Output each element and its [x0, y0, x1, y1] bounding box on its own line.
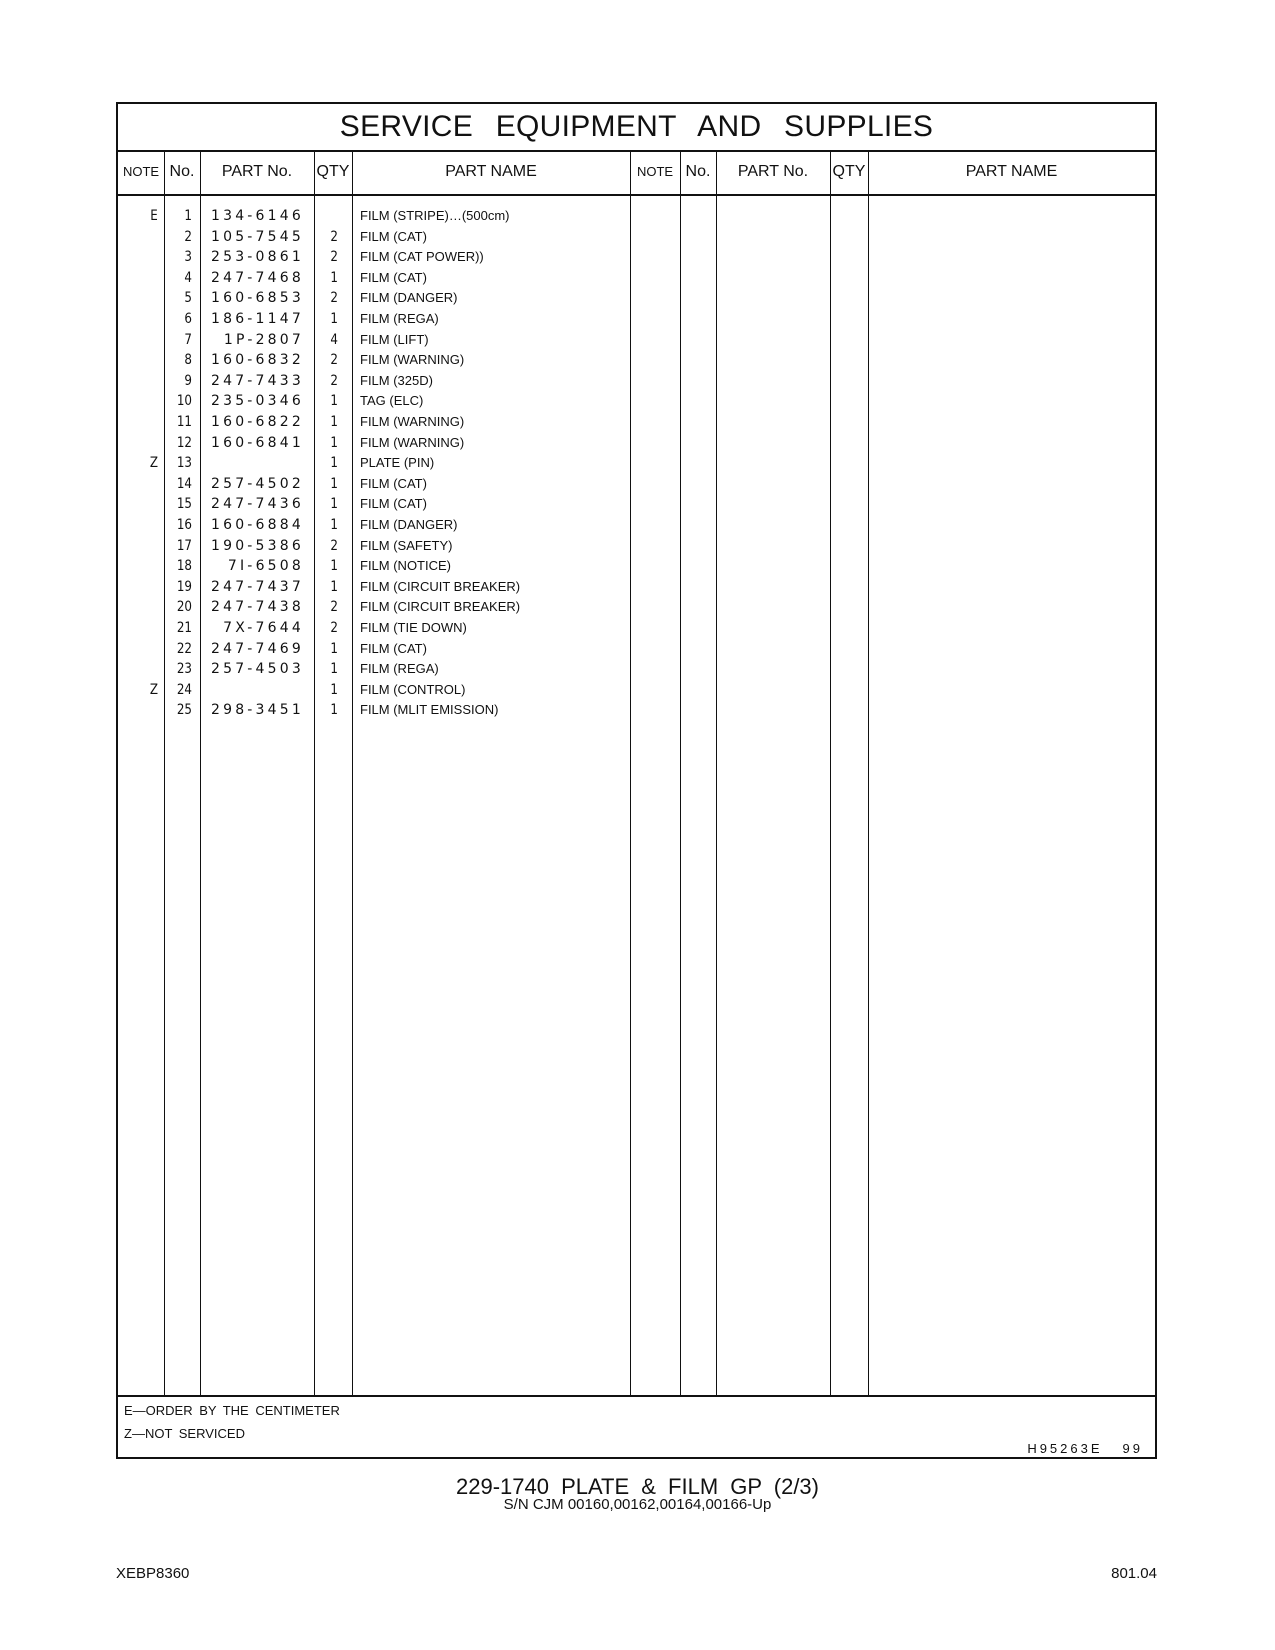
quantity-cell: 2: [330, 228, 338, 245]
note-cell: Z: [149, 681, 159, 698]
part-name-cell: FILM (NOTICE): [360, 558, 451, 574]
part-name-cell: FILM (325D): [360, 372, 433, 388]
document-id: XEBP8360: [116, 1565, 190, 1582]
group-caption: 229-1740 PLATE & FILM GP (2/3): [455, 1474, 819, 1499]
footnote-e: E—ORDER BY THE CENTIMETER: [124, 1403, 340, 1418]
table-row: [118, 311, 638, 332]
quantity-cell: 1: [330, 393, 338, 410]
part-number-cell: 160-6832: [210, 352, 304, 369]
part-name-cell: PLATE (PIN): [360, 455, 435, 471]
table-row: [118, 641, 638, 662]
quantity-cell: 2: [330, 599, 338, 616]
document-number: 801.04: [1111, 1565, 1157, 1582]
item-number-cell: 14: [176, 475, 192, 492]
item-number-cell: 2: [184, 228, 192, 245]
item-number-cell: 18: [176, 558, 192, 575]
footer-code-block: [1027, 1441, 1143, 1456]
item-number-cell: 6: [184, 311, 192, 327]
part-name-cell: FILM (REGA): [360, 661, 439, 677]
quantity-cell: 2: [330, 249, 338, 266]
part-name-cell: FILM (WARNING): [360, 352, 465, 368]
table-row: [118, 682, 638, 703]
item-number-cell: 22: [176, 640, 192, 657]
header-part-name-left: PART NAME: [445, 163, 537, 180]
part-name-cell: FILM (TIE DOWN): [360, 620, 467, 635]
quantity-cell: 1: [330, 578, 338, 595]
table-row: [118, 455, 638, 476]
part-number-cell: 1P-2807: [223, 331, 304, 348]
item-number-cell: 19: [176, 578, 192, 595]
part-name-cell: FILM (CONTROL): [360, 681, 466, 697]
part-name-cell: FILM (CAT): [360, 640, 427, 656]
table-row: [118, 558, 638, 579]
item-number-cell: 7: [184, 331, 192, 348]
part-name-cell: FILM (CAT): [360, 496, 427, 512]
table-row: [118, 373, 638, 394]
part-name-cell: FILM (CAT): [360, 228, 427, 244]
header-part-name-right: PART NAME: [965, 163, 1058, 180]
table-row: [118, 352, 638, 373]
header-qty-right: QTY: [832, 163, 866, 180]
quantity-cell: 1: [330, 269, 338, 286]
note-cell: E: [150, 208, 158, 224]
table-row: [118, 270, 638, 291]
table-footer: [118, 1395, 1155, 1457]
footnote-z: Z—NOT SERVICED: [124, 1426, 245, 1441]
quantity-cell: 1: [330, 661, 338, 678]
header-part-no-left: PART No.: [221, 163, 293, 180]
table-row: [118, 661, 638, 682]
item-number-cell: 10: [176, 393, 192, 410]
part-number-cell: 160-6853: [210, 290, 304, 307]
quantity-cell: 4: [330, 331, 338, 348]
part-name-cell: FILM (WARNING): [360, 434, 465, 450]
quantity-cell: 2: [330, 620, 338, 636]
item-number-cell: 15: [176, 496, 192, 513]
part-number-cell: 257-4502: [210, 475, 304, 492]
table-row: [118, 620, 638, 641]
part-name-cell: FILM (CIRCUIT BREAKER): [360, 599, 521, 615]
item-number-cell: 5: [184, 290, 192, 307]
part-number-cell: 247-7469: [210, 640, 304, 657]
item-number-cell: 24: [176, 681, 192, 698]
part-name-cell: FILM (DANGER): [360, 290, 458, 306]
table-row: [118, 229, 638, 250]
part-name-cell: FILM (DANGER): [360, 517, 458, 532]
quantity-cell: 2: [330, 290, 338, 307]
part-number-cell: 105-7545: [210, 228, 304, 245]
part-name-cell: FILM (CAT): [360, 269, 427, 285]
part-number-cell: 7I-6508: [227, 558, 304, 575]
part-name-cell: FILM (CIRCUIT BREAKER): [360, 578, 521, 594]
quantity-cell: 2: [330, 372, 338, 389]
header-part-no-right: PART No.: [737, 163, 809, 180]
parts-list: [118, 196, 1155, 1395]
part-number-cell: 247-7433: [210, 372, 304, 389]
table-row: [118, 393, 638, 414]
part-number-cell: 247-7438: [210, 599, 304, 616]
part-name-cell: FILM (REGA): [360, 311, 439, 326]
item-number-cell: 11: [176, 414, 192, 430]
part-number-cell: 298-3451: [210, 702, 304, 719]
quantity-cell: 1: [330, 517, 338, 533]
table-row: [118, 290, 638, 311]
quantity-cell: 1: [330, 640, 338, 657]
header-qty-left: QTY: [316, 163, 350, 180]
quantity-cell: 1: [330, 681, 338, 698]
table-row: [118, 476, 638, 497]
table-row: [118, 579, 638, 600]
table-row: [118, 517, 638, 538]
item-number-cell: 17: [176, 537, 192, 554]
note-cell: Z: [149, 455, 159, 472]
part-number-cell: 247-7468: [210, 269, 304, 286]
part-number-cell: 160-6841: [210, 434, 304, 451]
serial-number-caption: S/N CJM 00160,00162,00164,00166-Up: [503, 1496, 772, 1513]
item-number-cell: 21: [176, 620, 192, 636]
illustration-code: H95263E: [1027, 1441, 1103, 1456]
quantity-cell: 1: [330, 311, 338, 327]
table-row: [118, 332, 638, 353]
quantity-cell: 1: [330, 558, 338, 575]
table-row: [118, 435, 638, 456]
part-number-cell: 247-7436: [210, 496, 304, 513]
quantity-cell: 1: [330, 496, 338, 513]
part-number-cell: 247-7437: [210, 578, 304, 595]
table-title-bar: [118, 104, 1155, 152]
part-number-cell: 7X-7644: [223, 620, 304, 636]
item-number-cell: 16: [176, 517, 192, 533]
table-row: [118, 414, 638, 435]
part-name-cell: FILM (MLIT EMISSION): [360, 702, 499, 718]
part-name-cell: TAG (ELC): [360, 393, 424, 409]
part-name-cell: FILM (LIFT): [360, 331, 429, 347]
part-number-cell: 160-6884: [210, 517, 304, 533]
table-row: [118, 599, 638, 620]
part-number-cell: 235-0346: [210, 393, 304, 410]
item-number-cell: 13: [176, 455, 192, 472]
quantity-cell: 1: [330, 455, 338, 472]
header-note-left: NOTE: [122, 164, 160, 179]
quantity-cell: 1: [330, 702, 338, 719]
part-name-cell: FILM (SAFETY): [360, 537, 453, 553]
part-number-cell: 190-5386: [210, 537, 304, 554]
footer-page-number: 99: [1122, 1441, 1143, 1456]
quantity-cell: 1: [330, 434, 338, 451]
item-number-cell: 4: [184, 269, 192, 286]
item-number-cell: 12: [176, 434, 192, 451]
table-header-row: [118, 150, 1155, 196]
table-row: [118, 249, 638, 270]
part-name-cell: FILM (CAT POWER)): [360, 249, 484, 265]
table-row: [118, 208, 638, 229]
part-number-cell: 257-4503: [210, 661, 304, 678]
table-row: [118, 538, 638, 559]
quantity-cell: 2: [330, 537, 338, 554]
item-number-cell: 25: [176, 702, 192, 719]
quantity-cell: 1: [330, 475, 338, 492]
part-number-cell: 253-0861: [210, 249, 304, 266]
item-number-cell: 3: [184, 249, 192, 266]
part-number-cell: 134-6146: [210, 208, 304, 224]
item-number-cell: 20: [176, 599, 192, 616]
part-name-cell: FILM (WARNING): [360, 414, 465, 429]
item-number-cell: 23: [176, 661, 192, 678]
item-number-cell: 9: [184, 372, 192, 389]
table-title: SERVICE EQUIPMENT AND SUPPLIES: [339, 110, 934, 143]
item-number-cell: 1: [184, 208, 192, 224]
quantity-cell: 2: [330, 352, 338, 369]
quantity-cell: 1: [330, 414, 338, 430]
part-name-cell: FILM (STRIPE)…(500cm): [360, 208, 510, 223]
header-note-right: NOTE: [636, 164, 674, 179]
parts-table-frame: [116, 102, 1157, 1459]
item-number-cell: 8: [184, 352, 192, 369]
part-number-cell: 186-1147: [210, 311, 304, 327]
header-no-right: No.: [685, 163, 711, 180]
table-row: [118, 702, 638, 723]
part-number-cell: 160-6822: [210, 414, 304, 430]
table-row: [118, 496, 638, 517]
header-no-left: No.: [169, 163, 195, 180]
part-name-cell: FILM (CAT): [360, 475, 427, 491]
